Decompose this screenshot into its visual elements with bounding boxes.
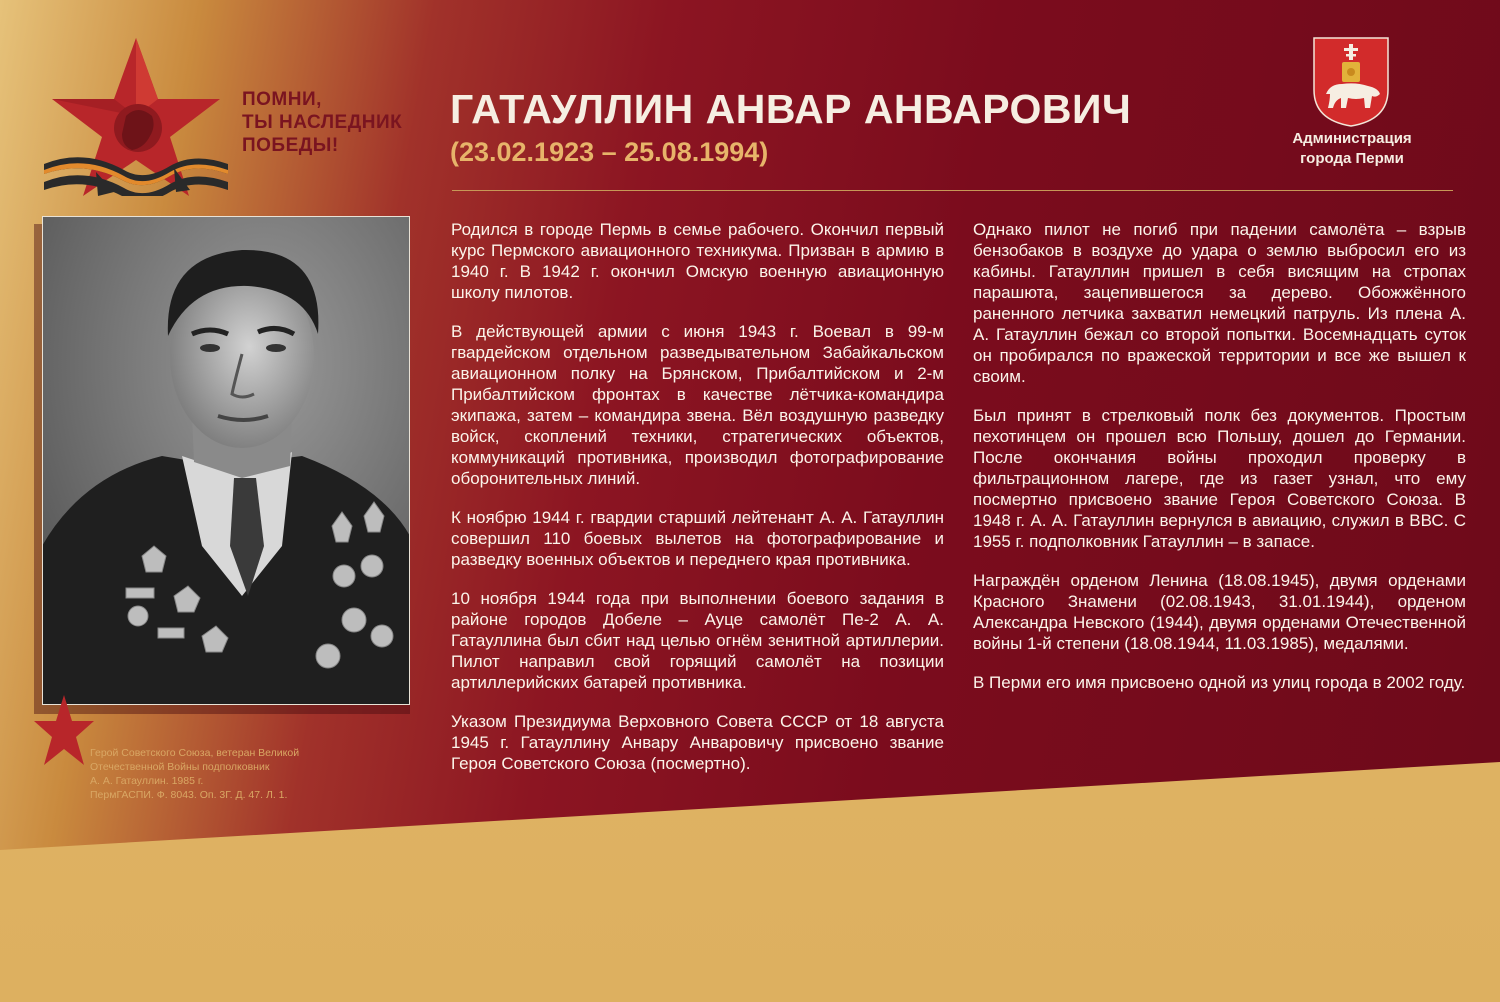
slogan-line-2: ТЫ НАСЛЕДНИК [242,112,403,133]
perm-coat-of-arms-icon [1312,36,1390,128]
caption-line-1: Герой Советского Союза, ветеран Великой [90,747,300,759]
biography-paragraph: К ноябрю 1944 г. гвардии старший лейтенант А. А. Гатауллин совершил 110 боевых вылетов на фотографирование и разведку военных объектов и переднего края противника. [451,508,944,569]
biography-paragraph: В Перми его имя присвоено одной из улиц города в 2002 году. [973,673,1466,692]
biography-paragraph: Был принят в стрелковый полк без документов. Простым пехотинцем он прошел всю Польшу, дошел до Германии. После окончания войны проходил проверку в фильтрационном лагере, где из газет узнал, что ему посмертно присвоено звание Героя Советского Союза. В 1948 г. А. А. Гатауллин вернулся в авиацию, служил в ВВС. С 1955 г. подполковник Гатауллин – в запасе. [973,406,1466,551]
caption-line-3: А. А. Гатауллин. 1985 г. [90,775,204,787]
administration-label [1276,129,1428,169]
hero-portrait-photo [42,216,410,705]
biography-paragraph: Однако пилот не погиб при падении самолёта – взрыв бензобаков в воздухе до удара о землю выбросил его из кабины. Гатауллин пришел в себя висящим на стропах парашюта, зацепившегося за дерево. Обожжённого раненного летчика захватил немецкий патруль. Из плена А. А. Гатауллин бежал со второй попытки. Восемнадцать суток он пробирался по вражеской территории и все же вышел к своим. [973,220,1466,386]
hero-name: ГАТАУЛЛИН АНВАР АНВАРОВИЧ [450,86,1132,132]
slogan-line-1: ПОМНИ, [242,89,322,110]
slogan-line-3: ПОБЕДЫ! [242,135,339,156]
administration-line-1: Администрация [1292,130,1412,147]
red-star-icon [34,693,94,773]
red-star-ribbon-icon [36,36,236,196]
hero-dates: (23.02.1923 – 25.08.1994) [450,137,769,167]
photo-caption [90,746,390,802]
administration-line-2: города Перми [1300,150,1404,167]
caption-line-2: Отечественной Войны подполковник [90,761,270,773]
biography-paragraph: 10 ноября 1944 года при выполнении боевого задания в районе городов Добеле – Ауце самолёт Пе-2 А. А. Гатауллина был сбит над целью огнём зенитной артиллерии. Пилот направил свой горящий самолёт на позиции артиллерийских батарей противника. [451,589,944,692]
caption-line-4: ПермГАСПИ. Ф. 8043. Оп. 3Г. Д. 47. Л. 1. [90,789,288,801]
biography-paragraph: Родился в городе Пермь в семье рабочего. Окончил первый курс Пермского авиационного техникума. Призван в армию в 1940 г. В 1942 г. окончил Омскую военную авиационную школу пилотов. [451,220,944,302]
biography-paragraph: В действующей армии с июня 1943 г. Воевал в 99-м гвардейском отдельном разведывательном Забайкальском авиационном полку на Брянском, Прибалтийском и 2-м Прибалтийском фронтах в качестве лётчика-командира экипажа, затем – командира звена. Вёл воздушную разведку войск, скоплений техники, стратегических объектов, коммуникаций противника, производил фотографирование оборонительных линий. [451,322,944,488]
slogan [242,88,432,157]
title-divider [452,190,1453,191]
biography-paragraph: Указом Президиума Верховного Совета СССР от 18 августа 1945 г. Гатауллину Анвару Анваровичу присвоено звание Героя Советского Союза (посмертно). [451,712,944,773]
biography-right-column [973,219,1466,711]
biography-paragraph: Награждён орденом Ленина (18.08.1945), двумя орденами Красного Знамени (02.08.1943, 31.01.1944), орденом Александра Невского (1944), двумя орденами Отечественной войны 1-й степени (18.08.1944, 11.03.1985), медалями. [973,571,1466,653]
biography-left-column [451,219,944,792]
